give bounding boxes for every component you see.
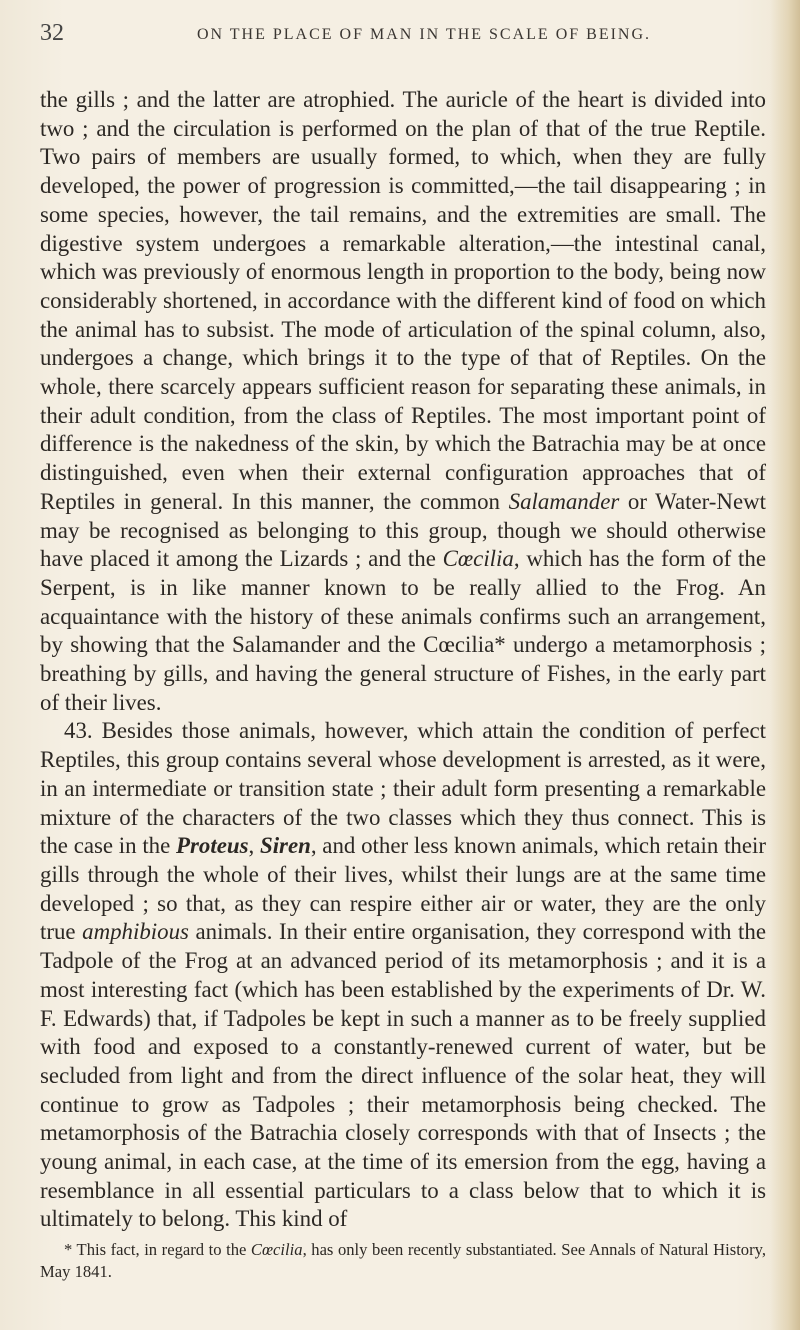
page-edge-shadow (770, 0, 800, 1330)
text-run: , which has the form of the Serpent, is in like manner known to be really allied to the Frog. An acquaintance with the history of these animals confirms such an arrangement, by showing that the Salamander and the Cœcilia* undergo a metamorphosis ; breathing by gills, and having the general structure of Fishes, in the early part of their lives. (40, 546, 766, 715)
emphasis-siren: Siren (259, 833, 311, 859)
footnote-text (40, 1239, 766, 1283)
text-run: , (248, 833, 260, 859)
emphasis-salamander: Salamander (508, 488, 620, 514)
emphasis-coecilia: Cœcilia (442, 546, 514, 572)
emphasis-coecilia: Cœcilia (250, 1240, 303, 1259)
emphasis-amphibious: amphibious (82, 919, 189, 945)
text-run: the gills ; and the latter are atrophied. The auricle of the heart is divided into two ; and the circulation is performed on the plan of that of the true Reptile. Two pairs of members are usually formed, to which, when they are fully developed, the power of progression is committed,—the tail disappearing ; in some species, however, the tail remains, and the extremities are small. The digestive system undergoes a remarkable alteration,—the intestinal canal, which was previously of enormous length in proportion to the body, being now considerably shortened, in accordance with the different kind of food on which the animal has to subsist. The mode of articulation of the spinal column, also, undergoes a change, which brings it to the type of that of Reptiles. On the whole, there scarcely appears sufficient reason for separating these animals, in their adult condition, from the class of Reptiles. The most important point of difference is the nakedness of the skin, by which the Batrachia may be at once distinguished, even when their external configuration approaches that of Reptiles in general. In this manner, the common (40, 87, 766, 514)
running-title: ON THE PLACE OF MAN IN THE SCALE OF BEING. (196, 26, 652, 43)
text-run: Besides those animals, however, which attain the condition of perfect Reptiles, this group contains several whose development is arrested, as it were, in an intermediate or transition state ; their adult form presenting a remarkable mixture of the characters of the two classes which they thus connect. This is the case in the (40, 718, 766, 859)
body-text (40, 86, 766, 1234)
paragraph-number: 43. (64, 718, 93, 744)
paragraph-continued (40, 86, 766, 717)
paragraph-43 (40, 717, 766, 1234)
footnote (40, 1239, 766, 1283)
text-run: animals. In their entire organisation, they correspond with the Tadpole of the Frog at an advanced period of its metamorphosis ; and it is a most interesting fact (which has been established by the experiments of Dr. W. F. Edwards) that, if Tadpoles be kept in such a manner as to be freely supplied with food and exposed to a constantly-renewed current of water, but be secluded from light and from the direct influence of the solar heat, they will continue to grow as Tadpoles ; their metamorphosis being checked. The metamorphosis of the Batrachia closely corresponds with that of Insects ; the young animal, in each case, at the time of its emersion from the egg, having a resemblance in all essential particulars to a class below that to which it is ultimately to belong. This kind of (40, 919, 766, 1232)
running-head (40, 20, 760, 50)
text-run: or Water-Newt may be recognised as belonging to this group, though we should otherwise have placed it among the Lizards ; and the (40, 488, 767, 572)
text-run: , has only been recently substantiated. See Annals of Natural History, May 1841. (40, 1240, 766, 1281)
text-run: , and other less known animals, which retain their gills through the whole of their lives, whilst their lungs are at the same time developed ; so that, as they can respire either air or water, they are the only true (40, 833, 767, 945)
text-run: * This fact, in regard to the (64, 1240, 251, 1259)
emphasis-proteus: Proteus (176, 833, 249, 859)
page-number: 32 (40, 20, 64, 46)
